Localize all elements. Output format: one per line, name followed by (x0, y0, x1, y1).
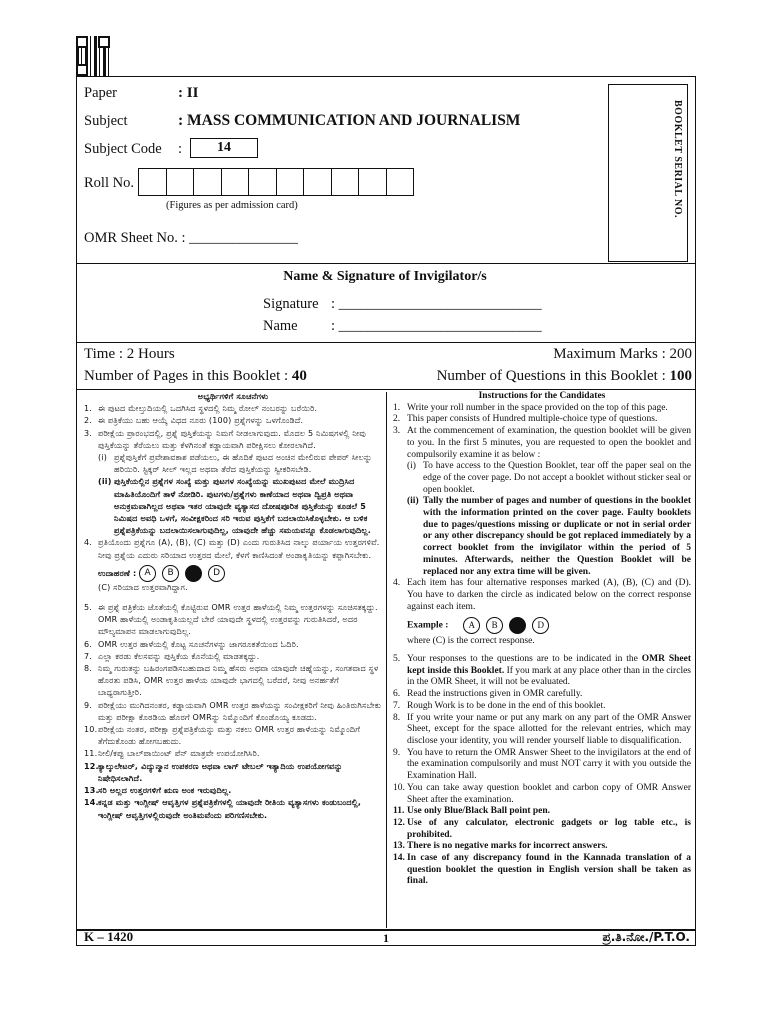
item-number: 3. (393, 426, 401, 437)
item-text: ಎಲ್ಲಾ ಕರಡು ಕೆಲಸವನ್ನು ಪುಸ್ತಿಕೆಯ ಕೊನೆಯಲ್ಲಿ ಮಾಡತಕ್ಕದ್ದು. (98, 651, 260, 661)
item-number: 6. (84, 639, 93, 649)
item-text: Read the instructions given in OMR carefully. (407, 689, 583, 700)
item-number: 4. (393, 578, 401, 589)
roll-digit-box[interactable] (138, 168, 167, 196)
item-number: 1. (393, 402, 401, 413)
item-text: There is no negative marks for incorrect answers. (407, 841, 608, 852)
item-text: This paper consists of Hundred multiple-choice type of questions. (407, 414, 658, 425)
item-number: 14. (84, 798, 99, 808)
example-label: Example : (407, 621, 449, 632)
roll-number-boxes (138, 168, 413, 196)
list-subitem (393, 496, 691, 578)
list-item (84, 724, 382, 748)
list-item (393, 403, 691, 415)
item-number: 1. (84, 404, 93, 414)
booklet-serial-label: BOOKLET SERIAL NO. (672, 100, 683, 219)
item-text: ನೀಲಿ/ಕಪ್ಪು ಬಾಲ್‌ಪಾಯಿಂಟ್ ಪೆನ್ ಮಾತ್ರವೇ ಉಪಯೋಗಿಸಿರಿ. (98, 749, 260, 759)
item-text: ಪರೀಕ್ಷೆಯ ನಂತರ, ಪರೀಕ್ಷಾ ಪ್ರಶ್ನೆಪತ್ರಿಕೆಯನ್ನು ಮತ್ತು ನಕಲು OMR ಉತ್ತರ ಹಾಳೆಯನ್ನು ನಿಮ್ಮೊಂದಿಗೆ ತೆಗೆದುಕೊಂಡು ಹೋಗಬಹುದು. (98, 725, 361, 747)
list-item (84, 537, 382, 561)
item-text: Rough Work is to be done in the end of this booklet. (407, 700, 606, 711)
pages-count-value: 40 (291, 368, 307, 384)
item-number: 9. (393, 747, 401, 758)
bubble-b: B (486, 617, 503, 634)
item-number: 13. (393, 841, 405, 852)
english-instructions (393, 391, 691, 888)
list-item (393, 654, 691, 689)
paper-value: : II (178, 85, 199, 101)
bubble-d: D (532, 617, 549, 634)
item-text: If you write your name or put any mark on any part of the OMR Answer Sheet, except for the space allotted for the relevant entries, which may disclose your identity, you will render yourself liable to disqualification. (407, 712, 691, 746)
item-number: 12. (393, 817, 405, 828)
item-number: 7. (393, 700, 401, 711)
item-number: 5. (393, 654, 401, 665)
item-text: Your responses to the questions are to be indicated in the (407, 654, 642, 665)
item-text: Write your roll number in the space provided on the top of this page. (407, 402, 668, 413)
divider (76, 389, 696, 390)
item-text: ಪರೀಕ್ಷೆಯು ಮುಗಿದನಂತರ, ಕಡ್ಡಾಯವಾಗಿ OMR ಉತ್ತರ ಹಾಳೆಯನ್ನು ಸಂವೀಕ್ಷಕರಿಗೆ ನೀವು ಹಿಂತಿರುಗಿಸಬೇಕು ಮತ್ತು ಪರೀಕ್ಷಾ ಕೊಠಡಿಯ ಹೊರಗೆ OMRನ್ನು ನಿಮ್ಮೊಂದಿಗೆ ಕೊಂಡೊಯ್ಯ ಕೂಡದು. (98, 700, 382, 722)
qr-code-finder (76, 64, 88, 76)
questions-count (437, 368, 692, 385)
instructions-title: Instructions for the Candidates (478, 391, 606, 401)
questions-count-label: Number of Questions in this Booklet : (436, 368, 670, 384)
example-note-text: where (C) is the correct response. (407, 636, 535, 647)
list-item (84, 663, 382, 700)
item-number: 7. (84, 651, 93, 661)
item-number: 14. (393, 853, 405, 864)
list-item (84, 761, 382, 785)
omr-sheet-field: OMR Sheet No. : _______________ (84, 230, 298, 246)
item-number: 10. (393, 782, 405, 793)
page-number: 1 (383, 931, 389, 945)
example-note-text: (C) ಸರಿಯಾದ ಉತ್ತರವಾಗಿದ್ದಾಗ. (98, 582, 188, 592)
item-text: ಈ ಪತ್ರಿಕೆಯು ಬಹು ಆಯ್ಕೆ ವಿಧದ ನೂರು (100) ಪ್ರಶ್ನೆಗಳನ್ನು ಒಳಗೊಂಡಿದೆ. (98, 416, 304, 426)
roll-label: Roll No. (84, 175, 134, 191)
item-number: 3. (84, 428, 93, 438)
pages-count (84, 368, 307, 385)
list-item (393, 414, 691, 426)
item-text: If you mark at any place other than in the circles in the OMR Sheet, it will not be evaluated. (407, 665, 691, 688)
roll-digit-box[interactable] (331, 168, 360, 196)
item-text: ಪ್ರತಿಯೊಂದು ಪ್ರಶ್ನೆಗೂ (A), (B), (C) ಮತ್ತು (D) ಎಂದು ಗುರುತಿಸಿದ ನಾಲ್ಕು ಪರ್ಯಾಯ ಉತ್ತರಗಳಿವೆ. ನೀವು ಪ್ರಶ್ನೆಯ ಎದುರು ಸರಿಯಾದ ಉತ್ತರದ ಮೇಲೆ, ಕೆಳಗೆ ಕಾಣಿಸಿದಂತೆ ಅಂಡಾಕೃತಿಯನ್ನು ಕಪ್ಪಾಗಿಸಬೇಕು. (98, 538, 380, 560)
item-text: ಈ ಪ್ರಶ್ನೆ ಪತ್ರಿಕೆಯ ಜೊತೆಯಲ್ಲಿ ಕೊಟ್ಟಿರುವ OMR ಉತ್ತರ ಹಾಳೆಯಲ್ಲಿ ನಿಮ್ಮ ಉತ್ತರಗಳನ್ನು ಸೂಚಿಸತಕ್ಕದ್ದು. OMR ಹಾಳೆಯಲ್ಲಿ ಅಂಡಾಕೃತಿಯಲ್ಲದೆ ಬೇರೆ ಯಾವುದೇ ಸ್ಥಳದಲ್ಲಿ ಉತ್ತರವನ್ನು ಗುರುತಿಸಿದರೆ, ಅದರ ಮೌಲ್ಯಮಾಪನ ಮಾಡಲಾಗುವುದಿಲ್ಲ. (98, 603, 378, 637)
booklet-code: K – 1420 (84, 929, 134, 944)
subject-code-colon: : (178, 141, 183, 157)
item-number: 11. (84, 749, 98, 759)
invigilator-title: Name & Signature of Invigilator/s (283, 269, 487, 284)
questions-count-value: 100 (669, 368, 692, 384)
list-item (84, 415, 382, 427)
bubble-b: B (162, 565, 179, 582)
item-text: Use of any calculator, electronic gadgets or log table etc., is prohibited. (407, 817, 691, 840)
example-note (84, 582, 382, 594)
item-number: 9. (84, 700, 93, 710)
roll-digit-box[interactable] (386, 168, 415, 196)
paper-label: Paper (84, 85, 118, 101)
name-label: Name (263, 318, 298, 334)
item-number: 11. (393, 806, 405, 817)
item-number: (i) (98, 453, 108, 463)
list-item (393, 841, 691, 853)
item-text: Tally the number of pages and number of questions in the booklet with the information printed on the cover page. Faulty booklets due to pages/questions missing or duplicate or not in serial order or any other discrepancy should be got replaced immediately by a correct booklet from the invigilator within the period of 5 minutes. Afterwards, neither the Question Booklet will be replaced nor any extra time will be given. (423, 496, 691, 577)
item-text-bold: OMR Sheet kept inside this Booklet. (407, 654, 691, 676)
item-text: Each item has four alternative responses marked (A), (B), (C) and (D). You have to darken the circle as indicated below on the correct response against each item. (407, 578, 691, 612)
roll-digit-box[interactable] (166, 168, 195, 196)
subject-label: Subject (84, 113, 128, 129)
kannada-instructions (84, 391, 382, 822)
item-text: In case of any discrepancy found in the Kannada translation of a question booklet the question in English version shall be taken as final. (407, 853, 691, 887)
list-subitem (393, 461, 691, 496)
item-text: ಈ ಪುಟದ ಮೇಲ್ತುದಿಯಲ್ಲಿ ಒದಗಿಸಿದ ಸ್ಥಳದಲ್ಲಿ ನಿಮ್ಮ ರೋಲ್ ನಂಬರನ್ನು ಬರೆಯಿರಿ. (98, 404, 318, 414)
roll-note: (Figures as per admission card) (166, 200, 298, 211)
bubble-d: D (208, 565, 225, 582)
item-text: ನಿಮ್ಮ ಗುರುತನ್ನು ಬಹಿರಂಗಪಡಿಸಬಹುದಾದ ನಿಮ್ಮ ಹೆಸರು ಅಥವಾ ಯಾವುದೇ ಚಿಹ್ನೆಯನ್ನು, ಸಂಗತವಾದ ಸ್ಥಳ ಹೊರತು ಪಡಿಸಿ, OMR ಉತ್ತರ ಹಾಳೆಯ ಯಾವುದೇ ಭಾಗದಲ್ಲಿ ಬರೆದರೆ, ನೀವು ಅನರ್ಹತೆಗೆ ಬಾಧ್ಯರಾಗುತ್ತೀರಿ. (98, 664, 379, 698)
roll-digit-box[interactable] (303, 168, 332, 196)
item-number: 4. (84, 538, 93, 548)
list-item (393, 701, 691, 713)
list-item (84, 403, 382, 415)
bubble-a: A (463, 617, 480, 634)
example-note (393, 636, 691, 648)
list-item (84, 797, 382, 821)
item-number: (i) (407, 461, 416, 472)
item-number: 2. (84, 416, 93, 426)
list-item (84, 748, 382, 760)
list-item (393, 578, 691, 613)
subject-code-label: Subject Code (84, 141, 162, 157)
item-number: 8. (393, 712, 401, 723)
roll-digit-box[interactable] (193, 168, 222, 196)
signature-line: : ____________________________ (331, 296, 542, 312)
bubble-a: A (139, 565, 156, 582)
max-marks-label: Maximum Marks : 200 (553, 346, 692, 362)
item-text: ಪರೀಕ್ಷೆಯ ಪ್ರಾರಂಭದಲ್ಲಿ, ಪ್ರಶ್ನೆ ಪುಸ್ತಿಕೆಯನ್ನು ನಿಮಗೆ ನೀಡಲಾಗುವುದು. ಮೊದಲ 5 ನಿಮಿಷಗಳಲ್ಲಿ ನೀವು ಪುಸ್ತಿಕೆಯನ್ನು ತೆರೆಯಲು ಮತ್ತು ಕೆಳಗಿನಂತೆ ಕಡ್ಡಾಯವಾಗಿ ಪರೀಕ್ಷಿಸಲು ಕೋರಲಾಗಿದೆ. (98, 428, 366, 450)
list-subitem (84, 476, 382, 537)
item-text: Use only Blue/Black Ball point pen. (407, 806, 551, 817)
roll-digit-box[interactable] (221, 168, 250, 196)
item-number: 8. (84, 664, 93, 674)
item-text: At the commencement of examination, the question booklet will be given to you. In the first 5 minutes, you are requested to open the booklet and compulsorily examine it as below : (407, 426, 691, 460)
list-subitem (84, 452, 382, 476)
subject-value: : MASS COMMUNICATION AND JOURNALISM (178, 112, 521, 129)
pages-count-label: Number of Pages in this Booklet : (84, 368, 292, 384)
item-text: You can take away question booklet and carbon copy of OMR Answer Sheet after the examination. (407, 782, 691, 805)
item-text: To have access to the Question Booklet, tear off the paper seal on the edge of the cover page. Do not accept a booklet without sticker seal or open booklet. (423, 461, 691, 495)
signature-label: Signature (263, 296, 319, 312)
list-item (84, 785, 382, 797)
list-item (84, 428, 382, 452)
time-label: Time : 2 Hours (84, 346, 175, 362)
list-item (393, 713, 691, 748)
example-row (393, 617, 691, 634)
list-item (393, 853, 691, 888)
list-item (393, 818, 691, 841)
bubble-c-filled (185, 565, 202, 582)
example-label: ಉದಾಹರಣೆ : (98, 568, 137, 578)
item-number: 10. (84, 725, 98, 735)
item-text: OMR ಉತ್ತರ ಹಾಳೆಯಲ್ಲಿ ಕೊಟ್ಟ ಸೂಚನೆಗಳನ್ನು ಜಾಗರೂಕತೆಯಿಂದ ಓದಿರಿ. (98, 639, 299, 649)
list-item (393, 806, 691, 818)
item-number: (ii) (407, 496, 419, 507)
item-number: 6. (393, 689, 401, 700)
item-text: You have to return the OMR Answer Sheet to the invigilators at the end of the examination compulsorily and must NOT carry it with you outside the Examination Hall. (407, 747, 691, 782)
item-text: ಪ್ರಶ್ನೆಪುಸ್ತಿಕೆಗೆ ಪ್ರವೇಶಾವಕಾಶ ಪಡೆಯಲು, ಈ ಹೊದಿಕೆ ಪುಟದ ಅಂಚಿನ ಮೇಲಿರುವ ಪೇಪರ್ ಸೀಲನ್ನು ಹರಿಯಿರಿ. ಸ್ಟಿಕ್ಕರ್ ಸೀಲ್ ಇಲ್ಲದ ಅಥವಾ ತೆರೆದ ಪುಸ್ತಿಕೆಯನ್ನು ಸ್ವೀಕರಿಸಬೇಡಿ. (114, 453, 373, 475)
item-text: ಕನ್ನಡ ಮತ್ತು ಇಂಗ್ಲೀಷ್ ಆವೃತ್ತಿಗಳ ಪ್ರಶ್ನೆಪತ್ರಿಕೆಗಳಲ್ಲಿ ಯಾವುದೇ ರೀತಿಯ ವ್ಯತ್ಯಾಸಗಳು ಕಂಡುಬಂದಲ್ಲಿ, ಇಂಗ್ಲೀಷ್ ಆವೃತ್ತಿಗಳಲ್ಲಿರುವುದೇ ಅಂತಿಮವೆಂದು ಪರಿಗಣಿಸಬೇಕು. (98, 798, 362, 820)
item-number: 2. (393, 414, 401, 425)
item-text: ಪುಸ್ತಿಕೆಯಲ್ಲಿನ ಪ್ರಶ್ನೆಗಳ ಸಂಖ್ಯೆ ಮತ್ತು ಪುಟಗಳ ಸಂಖ್ಯೆಯನ್ನು ಮುಖಪುಟದ ಮೇಲೆ ಮುದ್ರಿಸಿದ ಮಾಹಿತಿಯೊಂದಿಗೆ ತಾಳೆ ನೋಡಿರಿ. ಪುಟಗಳು/ಪ್ರಶ್ನೆಗಳು ಕಾಣೆಯಾದ ಅಥವಾ ದ್ವಿಪ್ರತಿ ಅಥವಾ ಅನುಕ್ರಮವಾಗಿಲ್ಲದ ಅಥವಾ ಇತರ ಯಾವುದೇ ವ್ಯತ್ಯಾಸದ ದೋಷಪೂರಿತ ಪುಸ್ತಿಕೆಯನ್ನು ಕೂಡಲೆ 5 ನಿಮಿಷದ ಅವಧಿ ಒಳಗೆ, ಸಂವೀಕ್ಷಕರಿಂದ ಸರಿ ಇರುವ ಪುಸ್ತಿಕೆಗೆ ಬದಲಾಯಿಸಿಕೊಳ್ಳಬೇಕು. ಆ ಬಳಿಕ ಪ್ರಶ್ನೆಪತ್ರಿಕೆಯನ್ನು ಬದಲಾಯಿಸಲಾಗುವುದಿಲ್ಲ, ಯಾವುದೇ ಹೆಚ್ಚು ಸಮಯವನ್ನೂ ಕೊಡಲಾಗುವುದಿಲ್ಲ. (114, 477, 371, 536)
list-item (393, 426, 691, 461)
list-item (84, 700, 382, 724)
divider (76, 263, 696, 264)
bubble-c-filled (509, 617, 526, 634)
item-number: (ii) (98, 477, 112, 487)
roll-digit-box[interactable] (276, 168, 305, 196)
name-line: : ____________________________ (331, 318, 542, 334)
subject-code-box: 14 (190, 138, 258, 158)
divider (76, 342, 696, 343)
list-item (393, 748, 691, 783)
example-row (84, 565, 382, 582)
list-item (84, 602, 382, 639)
list-item (393, 689, 691, 701)
roll-digit-box[interactable] (248, 168, 277, 196)
item-number: 12. (84, 761, 99, 771)
pto-label: ಪ್ರ.ತಿ.ನೋ./P.T.O. (602, 930, 690, 944)
item-number: 13. (84, 786, 99, 796)
list-item (393, 783, 691, 806)
item-number: 5. (84, 603, 93, 613)
roll-digit-box[interactable] (358, 168, 387, 196)
list-item (84, 639, 382, 651)
kannada-title: ಅಭ್ಯರ್ಥಿಗಳಿಗೆ ಸೂಚನೆಗಳು (197, 392, 269, 401)
item-text: ಕ್ಯಾಲ್ಕುಲೇಟರ್, ವಿದ್ಯುನ್ಮಾನ ಉಪಕರಣ ಅಥವಾ ಲಾಗ್ ಟೇಬಲ್ ಇತ್ಯಾದಿಯ ಉಪಯೋಗವನ್ನು ನಿಷೇಧಿಸಲಾಗಿದೆ. (98, 761, 343, 783)
item-text: ಸರಿ ಅಲ್ಲದ ಉತ್ತರಗಳಿಗೆ ಋಣ ಅಂಕ ಇರುವುದಿಲ್ಲ. (98, 786, 232, 796)
list-item (84, 651, 382, 663)
column-divider (386, 392, 387, 928)
